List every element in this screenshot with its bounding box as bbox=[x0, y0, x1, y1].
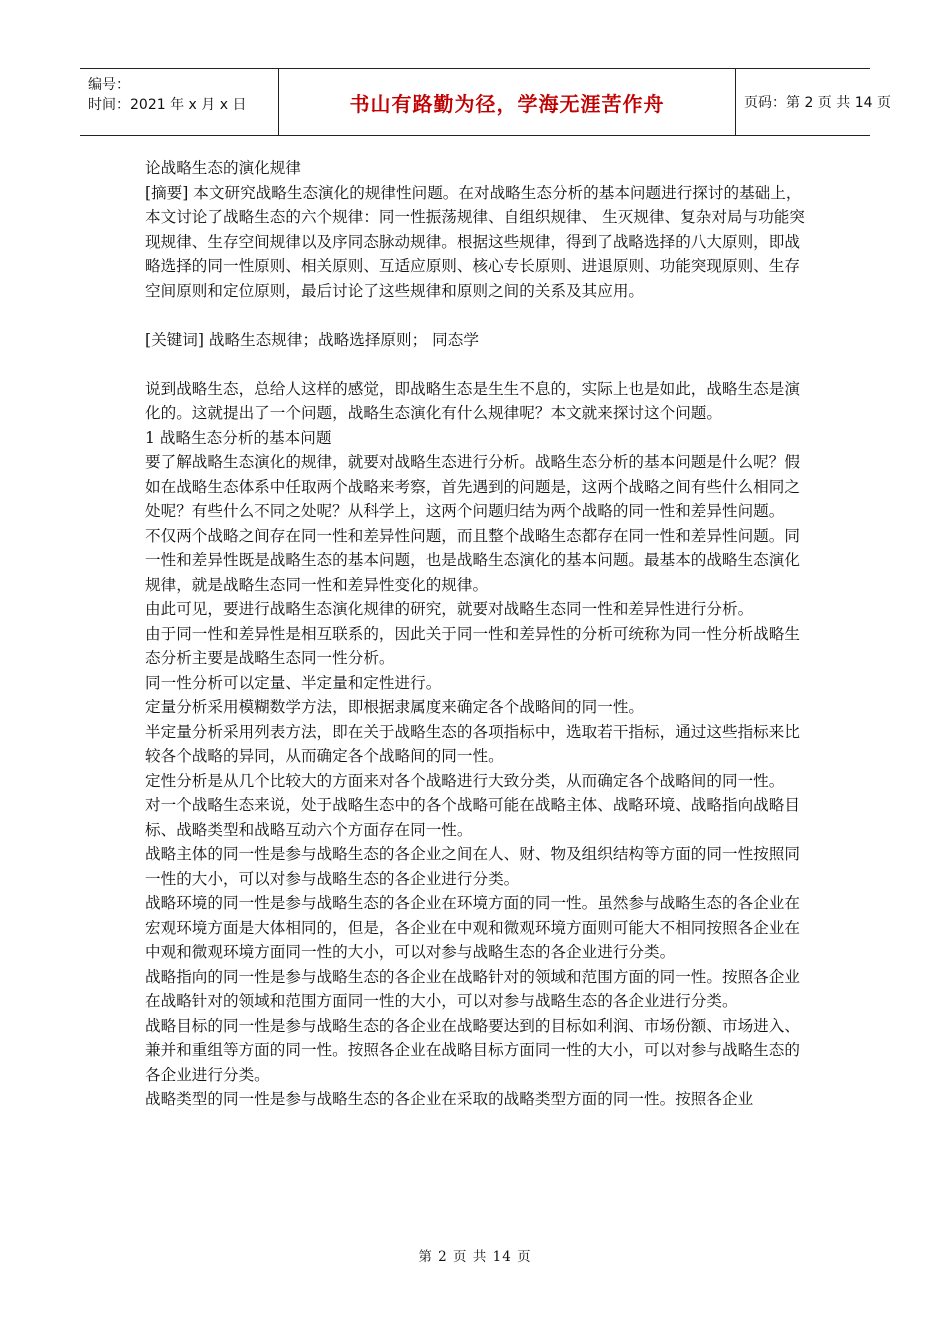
keywords: [关键词] 战略生态规律；战略选择原则； 同态学 bbox=[145, 330, 479, 349]
paragraph: 定量分析采用模糊数学方法，即根据隶属度来确定各个战略间的同一性。 bbox=[145, 698, 645, 716]
paragraph: 说到战略生态，总给人这样的感觉，即战略生态是生生不息的，实际上也是如此，战略生态是演化的。这就提出了一个问题，战略生态演化有什么规律呢？本文就来探讨这个问题。 bbox=[145, 379, 800, 422]
document-title: 论战略生态的演化规律 bbox=[145, 159, 301, 177]
abstract: [摘要] 本文研究战略生态演化的规律性问题。在对战略生态分析的基本问题进行探讨的基础上，本文讨论了战略生态的六个规律：同一性振荡规律、自组织规律、 生灭规律、复杂对局与功能突现规律、生存空间规律以及序同态脉动规律。根据这些规律，得到了战略选择的八大原则，即战略选择的同一性原则、相关原则、互适应原则、核心专长原则、进退原则、功能突现原则、生存空间原则和定位原则，最后讨论了这些规律和原则之间的关系及其应用。 bbox=[145, 183, 805, 300]
document-time: 时间：2021 年 x 月 x 日 bbox=[88, 97, 247, 113]
paragraph: 由此可见，要进行战略生态演化规律的研究，就要对战略生态同一性和差异性进行分析。 bbox=[145, 600, 754, 618]
paragraph: 战略指向的同一性是参与战略生态的各企业在战略针对的领域和范围方面的同一性。按照各企业在战略针对的领域和范围方面同一性的大小，可以对参与战略生态的各企业进行分类。 bbox=[145, 967, 800, 1010]
document-number: 编号： bbox=[88, 77, 130, 93]
header-page-cell bbox=[736, 69, 891, 135]
paragraph: 同一性分析可以定量、半定量和定性进行。 bbox=[145, 673, 442, 692]
section-heading: 1 战略生态分析的基本问题 bbox=[145, 428, 332, 447]
header-motto-cell bbox=[278, 69, 736, 135]
paragraph: 不仅两个战略之间存在同一性和差异性问题，而且整个战略生态都存在同一性和差异性问题。同一性和差异性既是战略生态的基本问题，也是战略生态演化的基本问题。最基本的战略生态演化规律，就是战略生态同一性和差异性变化的规律。 bbox=[145, 526, 800, 594]
spacer bbox=[145, 352, 815, 377]
paragraph: 战略主体的同一性是参与战略生态的各企业之间在人、财、物及组织结构等方面的同一性按照同一性的大小，可以对参与战略生态的各企业进行分类。 bbox=[145, 845, 800, 888]
paragraph: 战略类型的同一性是参与战略生态的各企业在采取的战略类型方面的同一性。按照各企业 bbox=[145, 1090, 754, 1108]
paragraph: 战略环境的同一性是参与战略生态的各企业在环境方面的同一性。虽然参与战略生态的各企业在宏观环境方面是大体相同的，但是，各企业在中观和微观环境方面则可能大不相同按照各企业在中观和微观环境方面同一性的大小，可以对参与战略生态的各企业进行分类。 bbox=[145, 894, 800, 961]
header-motto: 书山有路勤为径，学海无涯苦作舟 bbox=[349, 91, 665, 116]
paragraph: 定性分析是从几个比较大的方面来对各个战略进行大致分类，从而确定各个战略间的同一性。 bbox=[145, 771, 785, 790]
paragraph: 对一个战略生态来说，处于战略生态中的各个战略可能在战略主体、战略环境、战略指向战略目标、战略类型和战略互动六个方面存在同一性。 bbox=[145, 796, 800, 839]
document-body bbox=[145, 156, 815, 1112]
paragraph: 半定量分析采用列表方法，即在关于战略生态的各项指标中，选取若干指标，通过这些指标来比较各个战略的异同，从而确定各个战略间的同一性。 bbox=[145, 722, 800, 765]
paragraph: 要了解战略生态演化的规律，就要对战略生态进行分析。战略生态分析的基本问题是什么呢？假如在战略生态体系中任取两个战略来考察，首先遇到的问题是，这两个战略之间有些什么相同之处呢？有些什么不同之处呢？从科学上，这两个问题归结为两个战略的同一性和差异性问题。 bbox=[145, 453, 800, 520]
paragraph: 由于同一性和差异性是相互联系的，因此关于同一性和差异性的分析可统称为同一性分析战略生态分析主要是战略生态同一性分析。 bbox=[145, 624, 800, 667]
paragraph: 战略目标的同一性是参与战略生态的各企业在战略要达到的目标如利润、市场份额、市场进入、兼并和重组等方面的同一性。按照各企业在战略目标方面同一性的大小，可以对参与战略生态的各企业进行分类。 bbox=[145, 1016, 800, 1084]
header-page-info: 页码：第 2 页 共 14 页 bbox=[744, 95, 891, 111]
header-meta bbox=[80, 69, 278, 135]
spacer bbox=[145, 303, 815, 328]
page-footer: 第 2 页 共 14 页 bbox=[418, 1249, 532, 1265]
document-header bbox=[80, 68, 891, 136]
